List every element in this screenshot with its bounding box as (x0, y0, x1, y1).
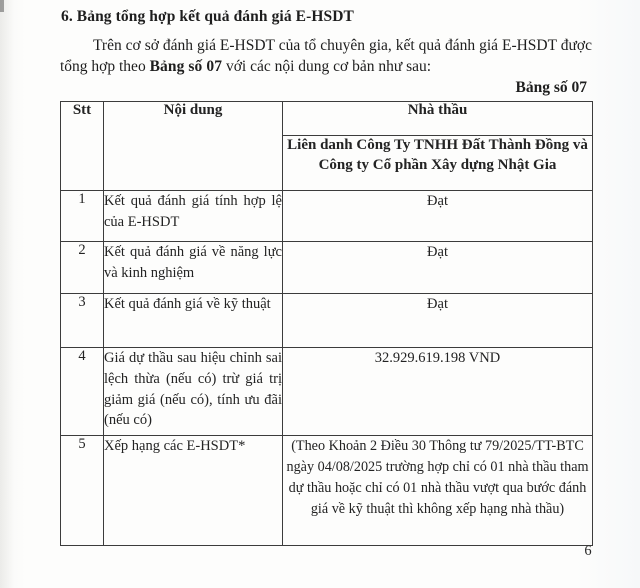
row-result: Đạt (283, 242, 593, 294)
row-number: 5 (61, 436, 104, 546)
table-row (61, 242, 593, 294)
row-criterion: Kết quả đánh giá về kỹ thuật (104, 294, 283, 348)
table-caption: Bảng số 07 (515, 79, 587, 97)
scan-artifact-left-edge (0, 0, 14, 588)
table-row (61, 348, 593, 436)
row-number: 3 (61, 294, 104, 348)
table-header-row (61, 102, 593, 136)
row-result: 32.929.619.198 VND (283, 348, 593, 436)
contractor-name: Liên danh Công Ty TNHH Đất Thành Đồng và Công ty Cổ phần Xây dựng Nhật Gia (283, 136, 593, 191)
intro-text-before: Trên cơ sở đánh giá E-HSDT của tổ chuyên gia, kết quả đánh giá E-HSDT được tổng hợp theo (60, 36, 592, 75)
table-row (61, 436, 593, 546)
row-result-note: (Theo Khoản 2 Điều 30 Thông tư 79/2025/TT-BTC ngày 04/08/2025 trường hợp chỉ có 01 nhà thầu tham dự thầu hoặc chỉ có 01 nhà thầu vượt qua bước đánh giá về kỹ thuật thì không xếp hạng nhà thầu) (283, 436, 593, 546)
section-title: 6. Bảng tổng hợp kết quả đánh giá E-HSDT (61, 8, 354, 25)
header-nha-thau: Nhà thầu (283, 102, 593, 136)
intro-text-after: với các nội dung cơ bản như sau: (222, 57, 432, 75)
row-result: Đạt (283, 294, 593, 348)
row-number: 2 (61, 242, 104, 294)
header-stt: Stt (61, 102, 104, 191)
intro-bold-reference: Bảng số 07 (149, 57, 223, 75)
row-criterion: Kết quả đánh giá tính hợp lệ của E-HSDT (104, 191, 283, 242)
header-noi-dung: Nội dung (104, 102, 283, 191)
table-row (61, 191, 593, 242)
page-number: 6 (584, 543, 592, 559)
table-row (61, 294, 593, 348)
row-criterion: Kết quả đánh giá về năng lực và kinh nghiệm (104, 242, 283, 294)
row-number: 4 (61, 348, 104, 436)
intro-paragraph (60, 35, 592, 78)
evaluation-summary-table (60, 101, 593, 546)
document-content (60, 6, 592, 546)
row-number: 1 (61, 191, 104, 242)
row-criterion: Giá dự thầu sau hiệu chỉnh sai lệch thừa (nếu có) trừ giá trị giảm giá (nếu có), tính ưu đãi (nếu có) (104, 348, 283, 436)
row-result: Đạt (283, 191, 593, 242)
row-criterion: Xếp hạng các E-HSDT* (104, 436, 283, 546)
scan-artifact-corner (0, 0, 4, 12)
